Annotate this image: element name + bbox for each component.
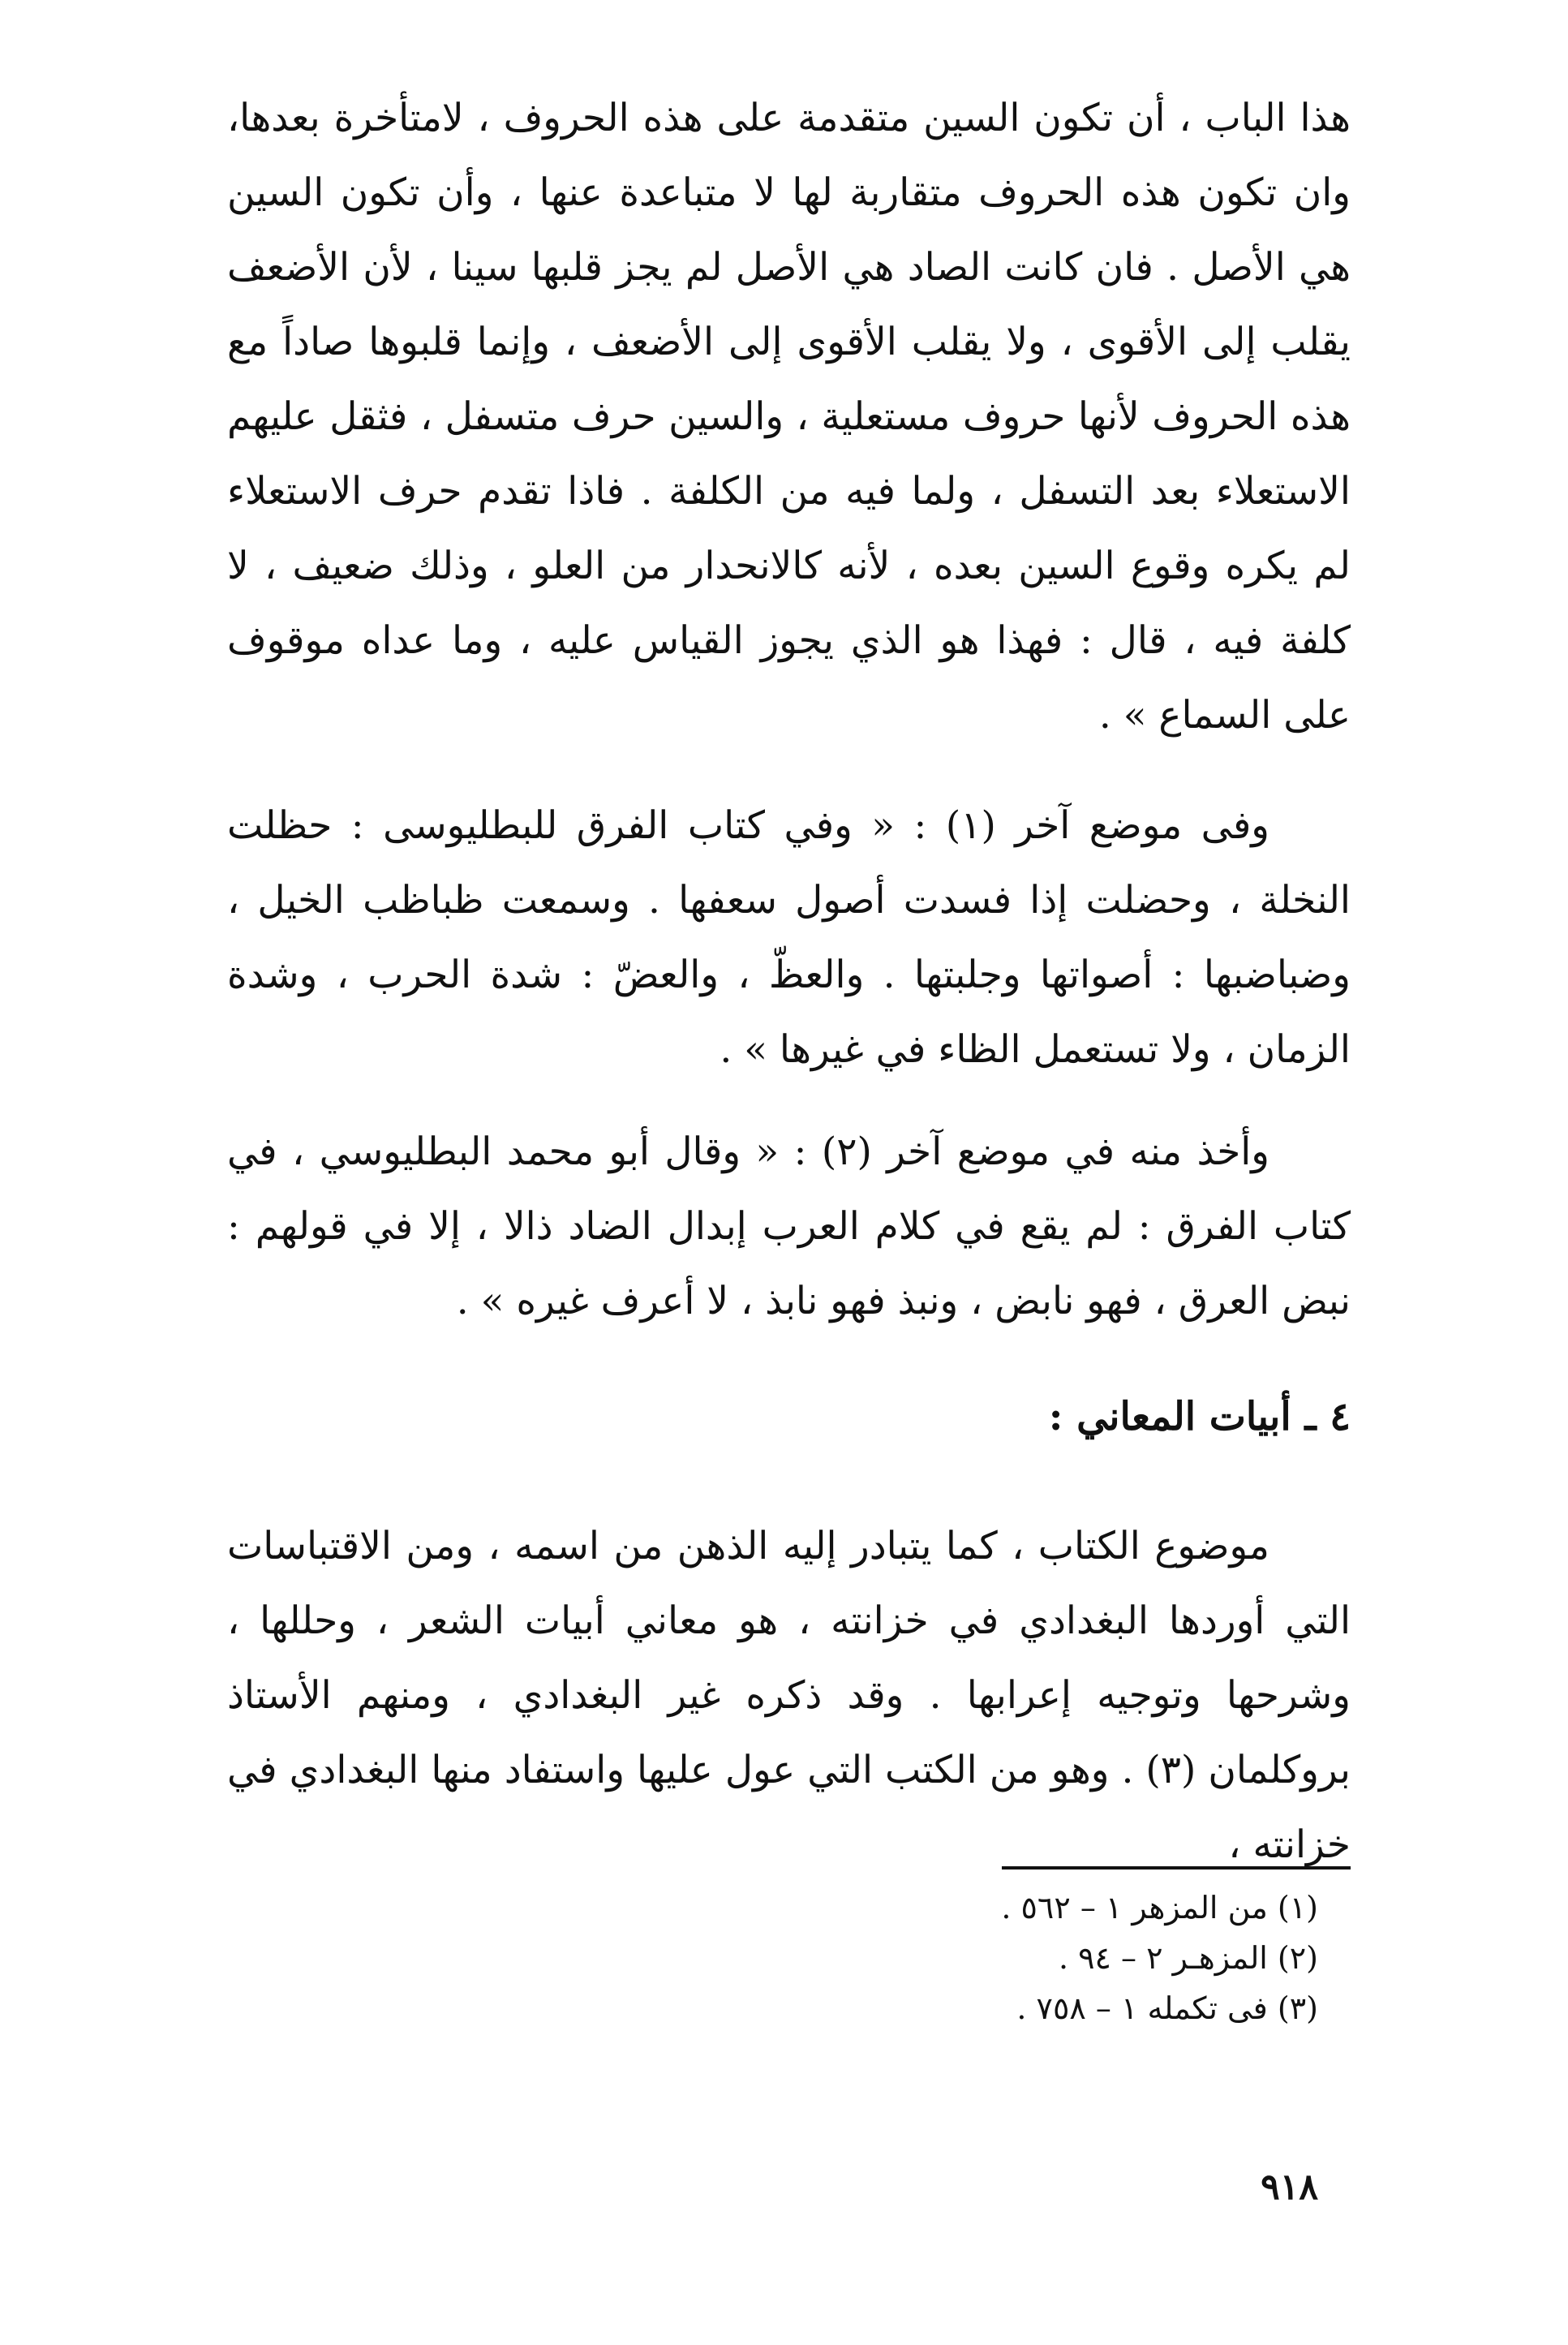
paragraph-3: وأخذ منه في موضع آخر (٢) : « وقال أبو محمد البطليوسي ، في كتاب الفرق : لم يقع في كلام العرب إبدال الضاد ذالا ، إلا في قولهم : نبض العرق ، فهو نابض ، ونبذ فهو نابذ ، لا أعرف غيره » .: [227, 1129, 1351, 1323]
page-number: ٩١٨: [1261, 2166, 1318, 2208]
footnote-1: (١) من المزهر ١ – ٥٦٢ .: [1001, 1890, 1318, 1925]
footnotes: [1001, 1882, 1318, 2033]
book-page: [227, 81, 1351, 2304]
footnote-3: (٣) فى تكمله ١ – ٧٥٨ .: [1016, 1990, 1318, 2026]
paragraph-2: وفى موضع آخر (١) : « وفي كتاب الفرق للبطليوسى : حظلت النخلة ، وحضلت إذا فسدت أصول سعفها . وسمعت ظباظب الخيل ، وضباضبها : أصواتها وجلبتها . والعظّ ، والعضّ : شدة الحرب ، وشدة الزمان ، ولا تستعمل الظاء في غيرها » .: [227, 803, 1351, 1072]
footnote-divider: [1002, 1866, 1351, 1870]
paragraph-1: هذا الباب ، أن تكون السين متقدمة على هذه الحروف ، لامتأخرة بعدها، وان تكون هذه الحروف متقاربة لها لا متباعدة عنها ، وأن تكون السين هي الأصل . فان كانت الصاد هي الأصل لم يجز قلبها سينا ، لأن الأضعف يقلب إلى الأقوى ، ولا يقلب الأقوى إلى الأضعف ، وإنما قلبوها صاداً مع هذه الحروف لأنها حروف مستعلية ، والسين حرف متسفل ، فثقل عليهم الاستعلاء بعد التسفل ، ولما فيه من الكلفة . فاذا تقدم حرف الاستعلاء لم يكره وقوع السين بعده ، لأنه كالانحدار من العلو ، وذلك ضعيف ، لا كلفة فيه ، قال : فهذا هو الذي يجوز القياس عليه ، وما عداه موقوف على السماع » .: [227, 96, 1351, 738]
footnote-2: (٢) المزهـر ٢ – ٩٤ .: [1058, 1940, 1318, 1976]
paragraph-4: موضوع الكتاب ، كما يتبادر إليه الذهن من اسمه ، ومن الاقتباسات التي أوردها البغدادي في خزانته ، هو معاني أبيات الشعر ، وحللها ، وشرحها وتوجيه إعرابها . وقد ذكره غير البغدادي ، ومنهم الأستاذ بروكلمان (٣) . وهو من الكتب التي عول عليها واستفاد منها البغدادي في خزانته ،: [227, 1524, 1351, 1867]
section-heading: ٤ ـ أبيات المعاني :: [1048, 1394, 1351, 1439]
